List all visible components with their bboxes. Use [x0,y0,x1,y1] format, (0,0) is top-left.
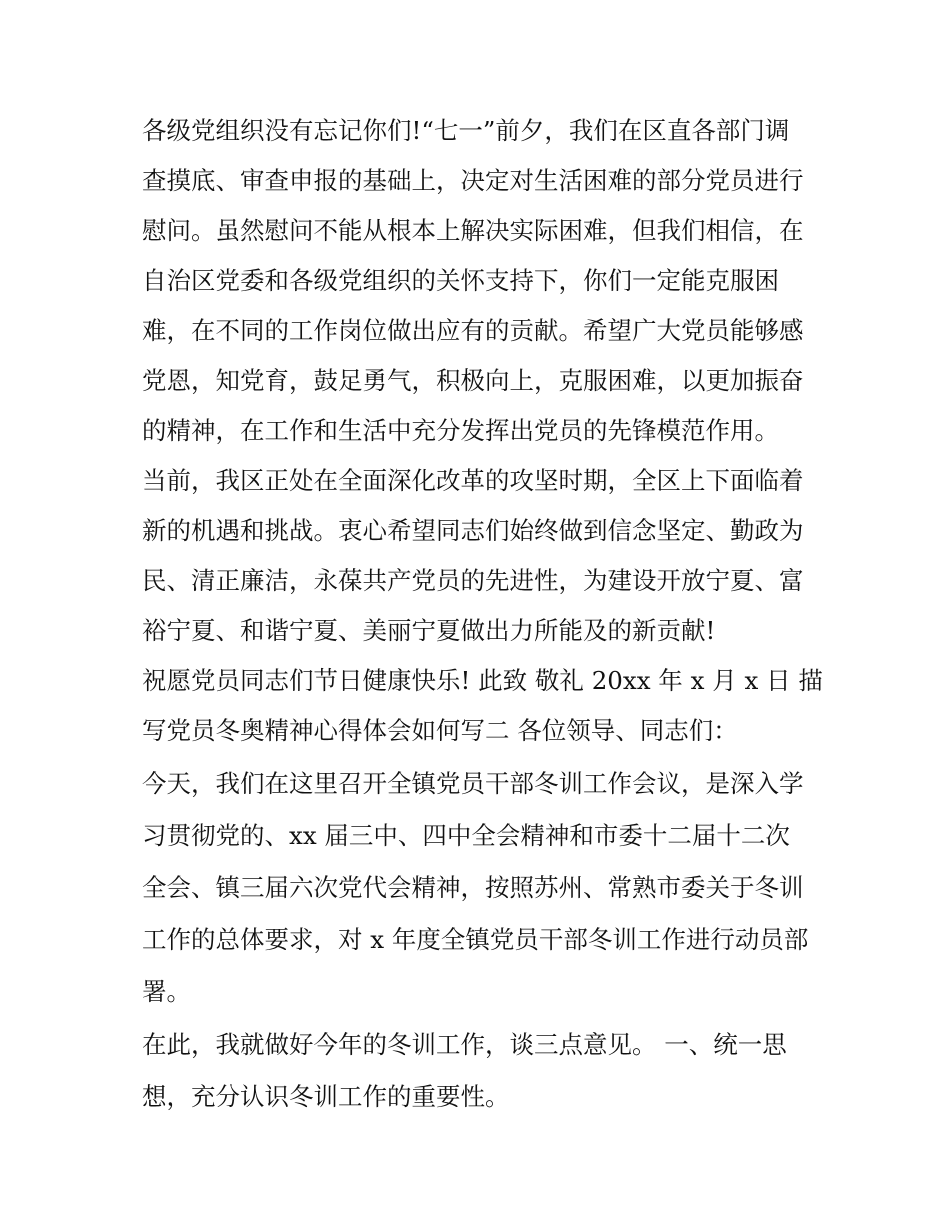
text-line: 想，充分认识冬训工作的重要性。 [142,1082,510,1111]
text-line: 在此，我就做好今年的冬训工作，谈三点意见。 一、统一思 [142,1030,787,1059]
text-line: 当前，我区正处在全面深化改革的攻坚时期，全区上下面临着 [142,466,804,495]
text-line: 新的机遇和挑战。衷心希望同志们始终做到信念坚定、勤政为 [142,516,804,545]
text-line: 今天，我们在这里召开全镇党员干部冬训工作会议，是深入学 [142,769,804,798]
text-line: 习贯彻党的、xx 届三中、四中全会精神和市委十二届十二次 [142,821,790,850]
text-line: 查摸底、审查申报的基础上，决定对生活困难的部分党员进行 [142,166,804,195]
text-line: 的精神，在工作和生活中充分发挥出党员的先锋模范作用。 [142,416,779,445]
text-line: 难，在不同的工作岗位做出应有的贡献。希望广大党员能够感 [142,316,804,345]
text-line: 署。 [142,977,191,1006]
text-line: 自治区党委和各级党组织的关怀支持下，你们一定能克服困 [142,266,779,295]
text-line: 慰问。虽然慰问不能从根本上解决实际困难，但我们相信，在 [142,216,804,245]
text-line: 各级党组织没有忘记你们!“七一”前夕，我们在区直各部门调 [142,116,790,145]
text-line: 工作的总体要求，对 x 年度全镇党员干部冬训工作进行动员部 [142,925,809,954]
text-line: 写党员冬奥精神心得体会如何写二 各位领导、同志们： [142,716,738,745]
text-line: 民、清正廉洁，永葆共产党员的先进性，为建设开放宁夏、富 [142,566,804,595]
text-line: 祝愿党员同志们节日健康快乐! 此致 敬礼 20xx 年 x 月 x 日 描 [142,666,823,695]
text-line: 裕宁夏、和谐宁夏、美丽宁夏做出力所能及的新贡献! [142,616,716,645]
text-line: 党恩，知党育，鼓足勇气，积极向上，克服困难，以更加振奋 [142,366,804,395]
text-line: 全会、镇三届六次党代会精神，按照苏州、常熟市委关于冬训 [142,873,804,902]
